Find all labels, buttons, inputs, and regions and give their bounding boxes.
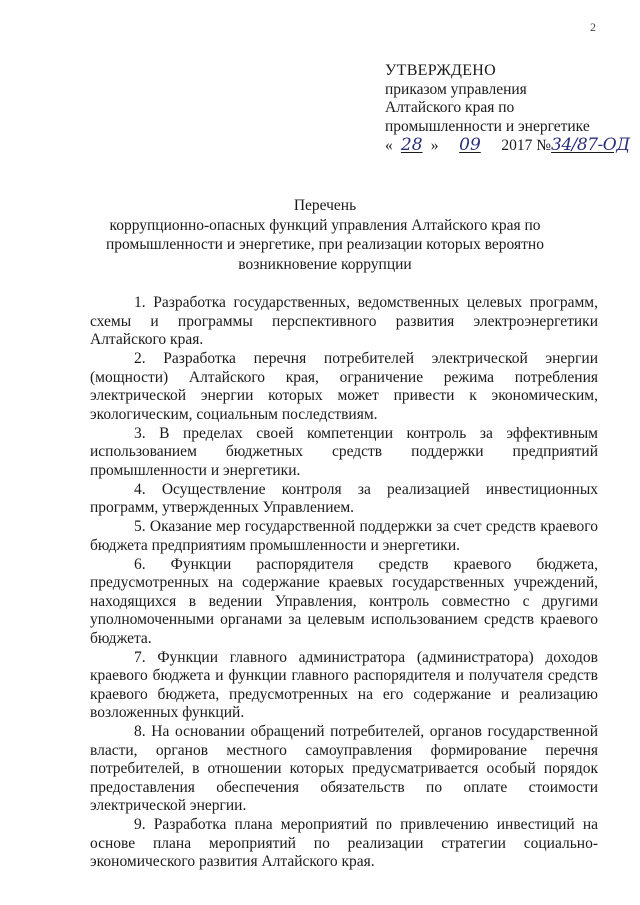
list-item: 4. Осуществление контроля за реализацией инвестиционных программ, утвержденных Управлением. bbox=[90, 480, 598, 516]
approval-stamp bbox=[385, 62, 630, 156]
list-item: 2. Разработка перечня потребителей электрической энергии (мощности) Алтайского края, ограничение режима потребления электрической энергии которых может привести к экономическим, экологическим, социальным последствиям. bbox=[90, 350, 598, 423]
heading-title: Перечень bbox=[293, 197, 357, 214]
list-item: 9. Разработка плана мероприятий по привлечению инвестиций на основе плана мероприятий по реализации стратегии социально-экономического развития Алтайского края. bbox=[90, 816, 598, 870]
list-item: 8. На основании обращений потребителей, органов государственной власти, органов местного самоуправления формирование перечня потребителей, в отношении которых предусматривается особый порядок предоставления обеспечения обязательств по оплате стоимости электрической энергии. bbox=[90, 723, 598, 814]
approval-line-2: Алтайского края по bbox=[385, 99, 515, 116]
date-open-quote: « bbox=[385, 137, 393, 154]
date-day-handwritten: 28 bbox=[400, 135, 423, 155]
order-number-handwritten: 34/87-ОД bbox=[551, 135, 630, 155]
heading-subtitle-line-1: коррупционно-опасных функций управления Алтайского края по bbox=[109, 216, 541, 234]
approval-date-line bbox=[385, 135, 630, 156]
approval-line-1: приказом управления bbox=[385, 80, 527, 98]
functions-list bbox=[90, 294, 598, 872]
heading-subtitle-line-2: промышленности и энергетике, при реализации которых вероятно bbox=[106, 236, 544, 253]
list-item: 5. Оказание мер государственной поддержки за счет средств краевого бюджета предприятиям промышленности и энергетики. bbox=[90, 518, 598, 554]
list-item: 3. В пределах своей компетенции контроль за эффективным использованием бюджетных средств поддержки предприятий промышленности и энергетики. bbox=[90, 424, 598, 479]
list-item: 6. Функции распорядителя средств краевого бюджета, предусмотренных на содержание краевых государственных учреждений, находящихся в ведении Управления, контроль совместно с другими уполномоченными органами за целевым использованием средств краевого бюджета. bbox=[90, 555, 598, 647]
date-month-handwritten: 09 bbox=[459, 135, 481, 155]
date-close-quote: » bbox=[430, 137, 439, 154]
date-year-label: 2017 № bbox=[501, 137, 552, 154]
approval-title: УТВЕРЖДЕНО bbox=[385, 62, 497, 79]
list-item: 7. Функции главного администратора (администратора) доходов краевого бюджета и функции главного распорядителя и получателя средств краевого бюджета, предусмотренных на его содержание и реализацию возложенных функций. bbox=[90, 648, 598, 721]
approval-line-3: промышленности и энергетике bbox=[385, 117, 590, 135]
list-item: 1. Разработка государственных, ведомственных целевых программ, схемы и программы перспективного развития электроэнергетики Алтайского края. bbox=[90, 294, 598, 348]
heading-subtitle-line-3: возникновение коррупции bbox=[238, 255, 412, 273]
document-heading bbox=[90, 196, 560, 274]
page-number: 2 bbox=[590, 20, 596, 34]
